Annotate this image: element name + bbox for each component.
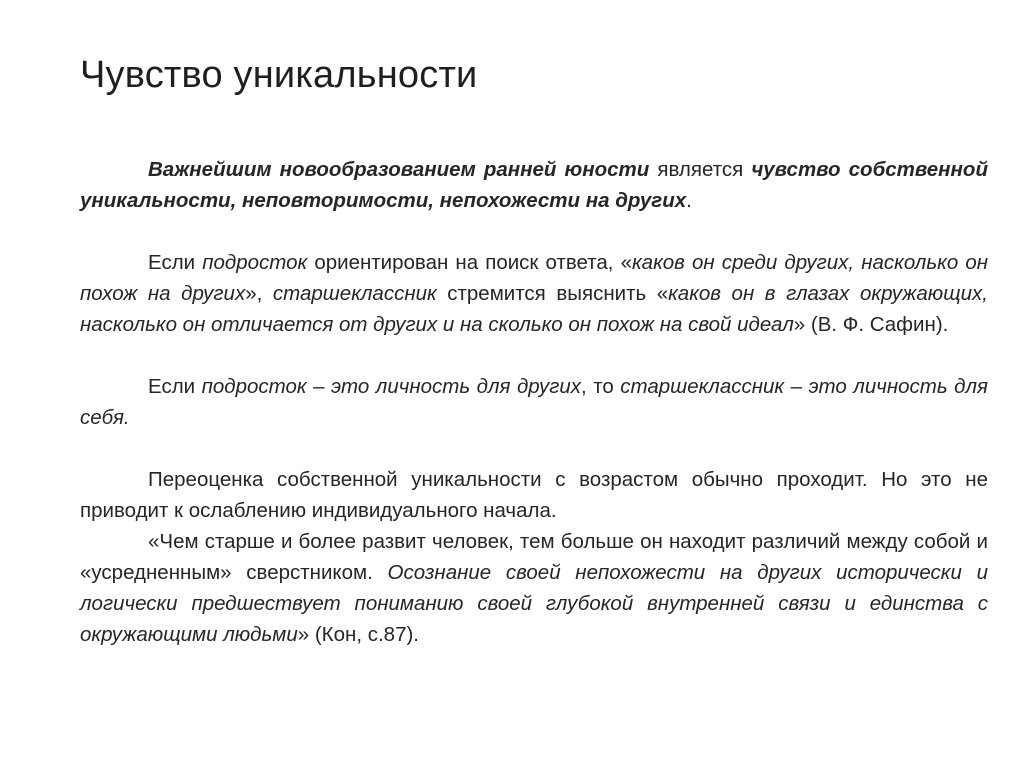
- text-run: подросток – это личность для других: [201, 375, 582, 398]
- paragraph-spacer: [80, 340, 988, 371]
- text-run: чувство собственной уникальности, неповторимости, непохожести на других: [80, 158, 988, 212]
- text-run: стремится выяснить «: [436, 282, 669, 305]
- paragraph-spacer: [80, 433, 988, 464]
- text-run: является: [649, 158, 752, 181]
- text-run: Переоценка собственной уникальности с возрастом обычно проходит. Но это не приводит к ослаблению индивидуального начала.: [80, 468, 988, 522]
- text-run: Если: [148, 375, 202, 398]
- text-run: Если: [148, 251, 203, 274]
- text-run: Осознание своей непохожести на других исторически и логически предшествует пониманию своей глубокой внутренней связи и единства с окружающими людьми: [80, 561, 988, 646]
- slide-body: [80, 154, 988, 650]
- text-run: , то: [581, 375, 621, 398]
- text-run: ориентирован на поиск ответа, «: [307, 251, 632, 274]
- text-run: » (Кон, с.87).: [297, 623, 419, 646]
- text-run: » (В. Ф. Сафин).: [793, 313, 949, 336]
- paragraph-2: [80, 247, 988, 340]
- text-run: старшеклассник – это личность для себя.: [80, 375, 988, 429]
- text-run: подросток: [202, 251, 308, 274]
- paragraph-spacer: [80, 216, 988, 247]
- paragraph-5: [80, 526, 988, 650]
- paragraph-3: [80, 371, 988, 433]
- text-run: »,: [245, 282, 273, 305]
- text-run: каков он среди других, насколько он похож на других: [80, 251, 988, 305]
- slide-title: Чувство уникальности: [80, 54, 478, 96]
- text-run: .: [686, 189, 692, 212]
- text-run: Важнейшим новообразованием ранней юности: [148, 158, 650, 181]
- paragraph-1: [80, 154, 988, 216]
- paragraph-4: [80, 464, 988, 526]
- text-run: «Чем старше и более развит человек, тем больше он находит различий между собой и «усредненным» сверстником.: [80, 530, 988, 584]
- text-run: каков он в глазах окружающих, насколько он отличается от других и на сколько он похож на свой идеал: [80, 282, 988, 336]
- text-run: старшеклассник: [272, 282, 437, 305]
